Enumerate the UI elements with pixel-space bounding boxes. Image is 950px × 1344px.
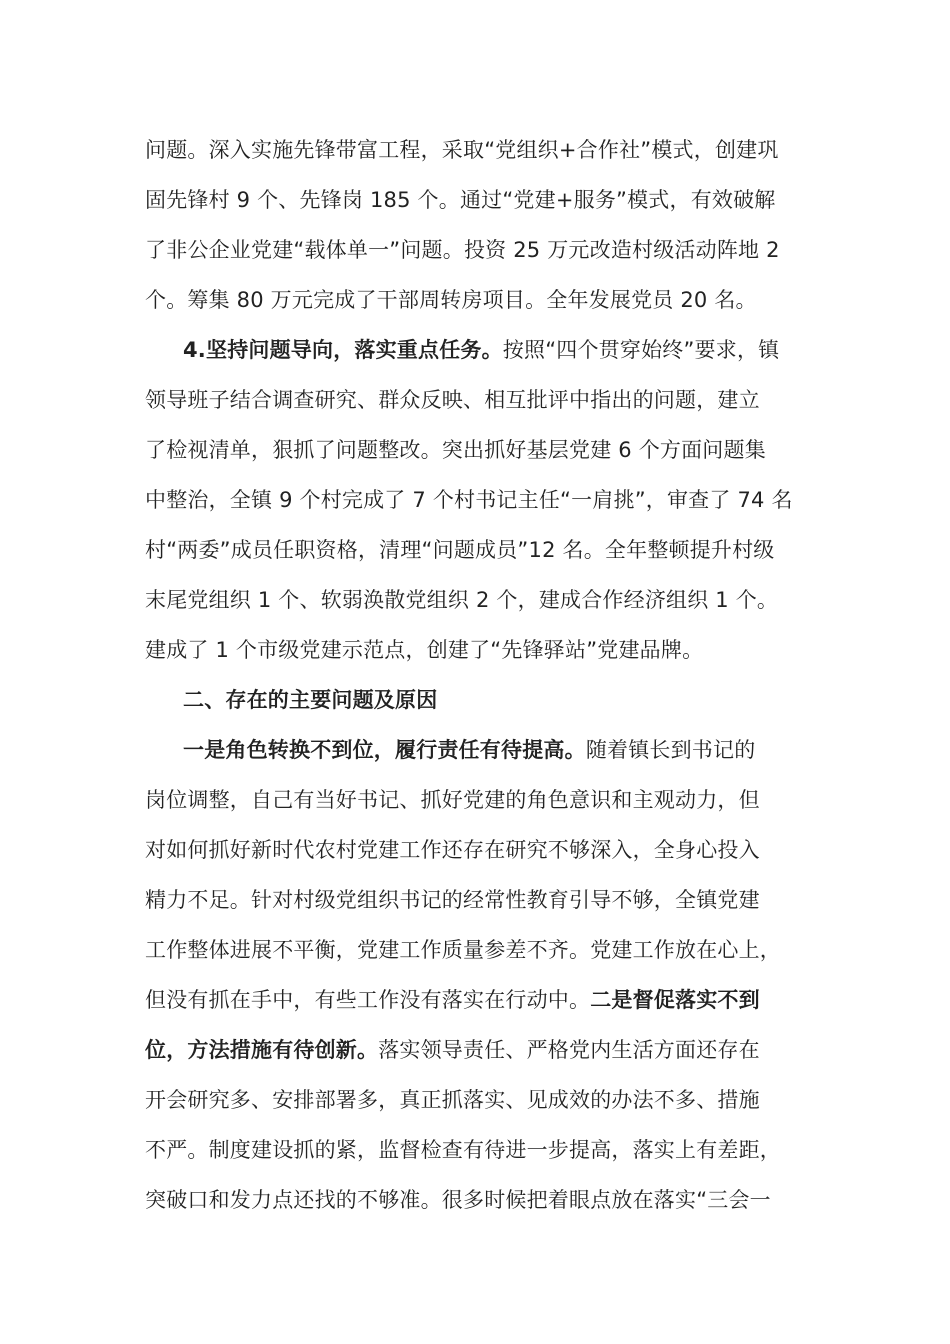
text-run: 中整治，全镇 9 个村完成了 7 个村书记主任“一肩挑”，审查了 74 名 (145, 488, 793, 512)
text-line (145, 636, 703, 664)
text-line (145, 936, 781, 964)
text-line (145, 836, 760, 864)
text-line (145, 236, 780, 264)
section-title (183, 686, 437, 714)
text-line (145, 486, 793, 514)
bold-heading: 一是角色转换不到位，履行责任有待提高。 (183, 738, 586, 762)
text-run: 开会研究多、安排部署多，真正抓落实、见成效的办法不多、措施 (145, 1088, 760, 1112)
bold-heading: 二是督促落实不到 (590, 988, 760, 1012)
text-run: 工作整体进展不平衡，党建工作质量参差不齐。党建工作放在心上， (145, 938, 781, 962)
text-run: 了非公企业党建“载体单一”问题。投资 25 万元改造村级活动阵地 2 (145, 238, 780, 262)
text-line (145, 136, 779, 164)
text-line (145, 586, 778, 614)
text-run: 按照“四个贯穿始终”要求，镇 (502, 338, 780, 362)
text-run: 突破口和发力点还找的不够准。很多时候把着眼点放在落实“三会一 (145, 1188, 771, 1212)
bold-heading: 4.坚持问题导向，落实重点任务。 (183, 338, 503, 362)
text-run: 精力不足。针对村级党组织书记的经常性教育引导不够，全镇党建 (145, 888, 760, 912)
text-run: 了检视清单，狠抓了问题整改。突出抓好基层党建 6 个方面问题集 (145, 438, 766, 462)
text-line (145, 1186, 771, 1214)
text-run: 随着镇长到书记的 (585, 738, 756, 762)
text-line (145, 1036, 760, 1064)
text-line (145, 886, 760, 914)
text-run: 落实领导责任、严格党内生活方面还存在 (378, 1038, 760, 1062)
text-line (145, 386, 760, 414)
section-heading-line (183, 336, 779, 364)
text-line (145, 436, 766, 464)
text-run: 村“两委”成员任职资格，清理“问题成员”12 名。全年整顿提升村级 (145, 538, 775, 562)
text-run: 但没有抓在手中，有些工作没有落实在行动中。 (145, 988, 591, 1012)
text-run: 对如何抓好新时代农村党建工作还存在研究不够深入，全身心投入 (145, 838, 760, 862)
bold-heading: 二、存在的主要问题及原因 (183, 688, 438, 712)
text-line (145, 1136, 781, 1164)
text-run: 末尾党组织 1 个、软弱涣散党组织 2 个，建成合作经济组织 1 个。 (145, 588, 779, 612)
text-run: 建成了 1 个市级党建示范点，创建了“先锋驿站”党建品牌。 (145, 638, 704, 662)
text-line (145, 536, 775, 564)
text-run: 岗位调整，自己有当好书记、抓好党建的角色意识和主观动力，但 (145, 788, 760, 812)
bold-heading: 位，方法措施有待创新。 (145, 1038, 379, 1062)
text-run: 领导班子结合调查研究、群众反映、相互批评中指出的问题，建立 (145, 388, 760, 412)
text-run: 个。筹集 80 万元完成了干部周转房项目。全年发展党员 20 名。 (145, 288, 757, 312)
text-run: 不严。制度建设抓的紧，监督检查有待进一步提高，落实上有差距， (145, 1138, 781, 1162)
text-line (145, 1086, 760, 1114)
text-line (145, 986, 760, 1014)
text-run: 问题。深入实施先锋带富工程，采取“党组织+合作社”模式，创建巩 (145, 138, 779, 162)
text-line (145, 186, 776, 214)
text-line (145, 286, 757, 314)
text-line (145, 786, 760, 814)
section-heading-line (183, 736, 755, 764)
text-run: 固先锋村 9 个、先锋岗 185 个。通过“党建+服务”模式，有效破解 (145, 188, 776, 212)
